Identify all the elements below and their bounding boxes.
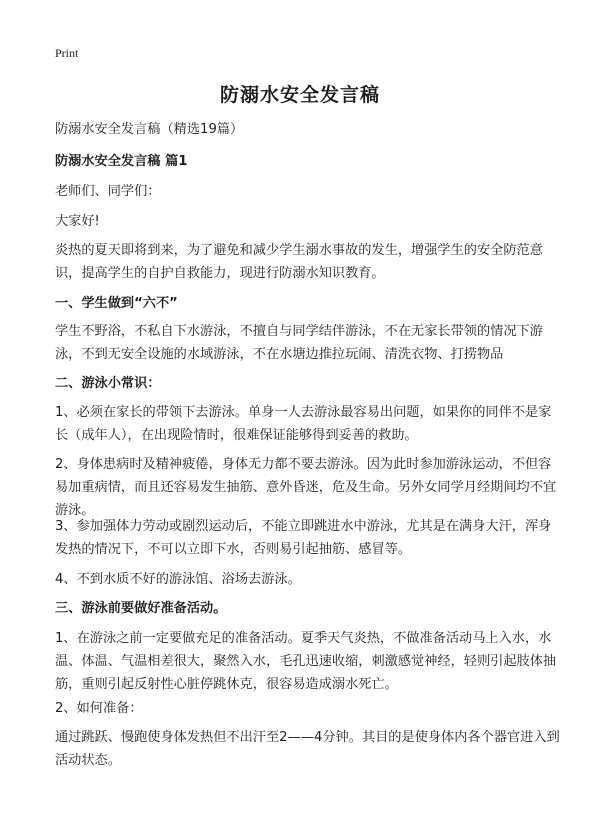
heading-preparation: 三、游泳前要做好准备活动。 [55, 601, 227, 616]
print-label: Print [55, 46, 79, 60]
document-subtitle: 防溺水安全发言稿（精选19篇） [55, 122, 244, 137]
section-title: 防溺水安全发言稿 篇1 [55, 154, 188, 169]
intro-paragraph: 炎热的夏天即将到来，为了避免和减少学生溺水事故的发生，增强学生的安全防范意识，提高学生的自护自救能力，现进行防溺水知识教育。 [55, 243, 543, 281]
tip-item-1: 1、必须在家长的带领下去游泳。单身一人去游泳最容易出问题，如果你的同伴不是家长（成年人），在出现险情时，很难保证能够得到妥善的救助。 [55, 405, 552, 443]
tip-item-3: 3、参加强体力劳动或剧烈运动后，不能立即跳进水中游泳，尤其是在满身大汗，浑身发热的情况下，不可以立即下水，否则易引起抽筋、感冒等。 [55, 519, 552, 557]
prep-paragraph-3: 通过跳跃、慢跑使身体发热但不出汗至2——4分钟。其目的是使身体内各个器官进入到活动状态。 [55, 730, 560, 768]
document-title: 防溺水安全发言稿 [219, 84, 380, 106]
six-nos-paragraph: 学生不野浴，不私自下水游泳，不擅自与同学结伴游泳，不在无家长带领的情况下游泳，不到无安全设施的水域游泳，不在水塘边推拉玩闹、清洗衣物、打捞物品 [55, 324, 543, 362]
salutation: 大家好! [55, 214, 100, 229]
tip-item-2: 2、身体患病时及精神疲倦，身体无力都不要去游泳。因为此时参加游泳运动，不但容易加重病情，而且还容易发生抽筋、意外昏迷，危及生命。另外女同学月经期间均不宜游泳。 [55, 457, 557, 518]
heading-swimming-tips: 二、游泳小常识： [55, 376, 161, 391]
prep-paragraph-2: 2、如何准备： [55, 701, 143, 716]
greeting: 老师们、同学们： [55, 184, 161, 199]
prep-paragraph-1: 1、在游泳之前一定要做充足的准备活动。夏季天气炎热，不做准备活动马上入水，水温、体温、气温相差很大，聚然入水，毛孔迅速收缩，刺激感觉神经，轻则引起肢体抽筋，重则引起反射性心脏停跳休克，很容易造成溺水死亡。 [55, 631, 557, 692]
tip-item-4: 4、不到水质不好的游泳馆、浴场去游泳。 [55, 572, 301, 587]
heading-six-nos: 一、学生做到“六不” [55, 296, 178, 311]
